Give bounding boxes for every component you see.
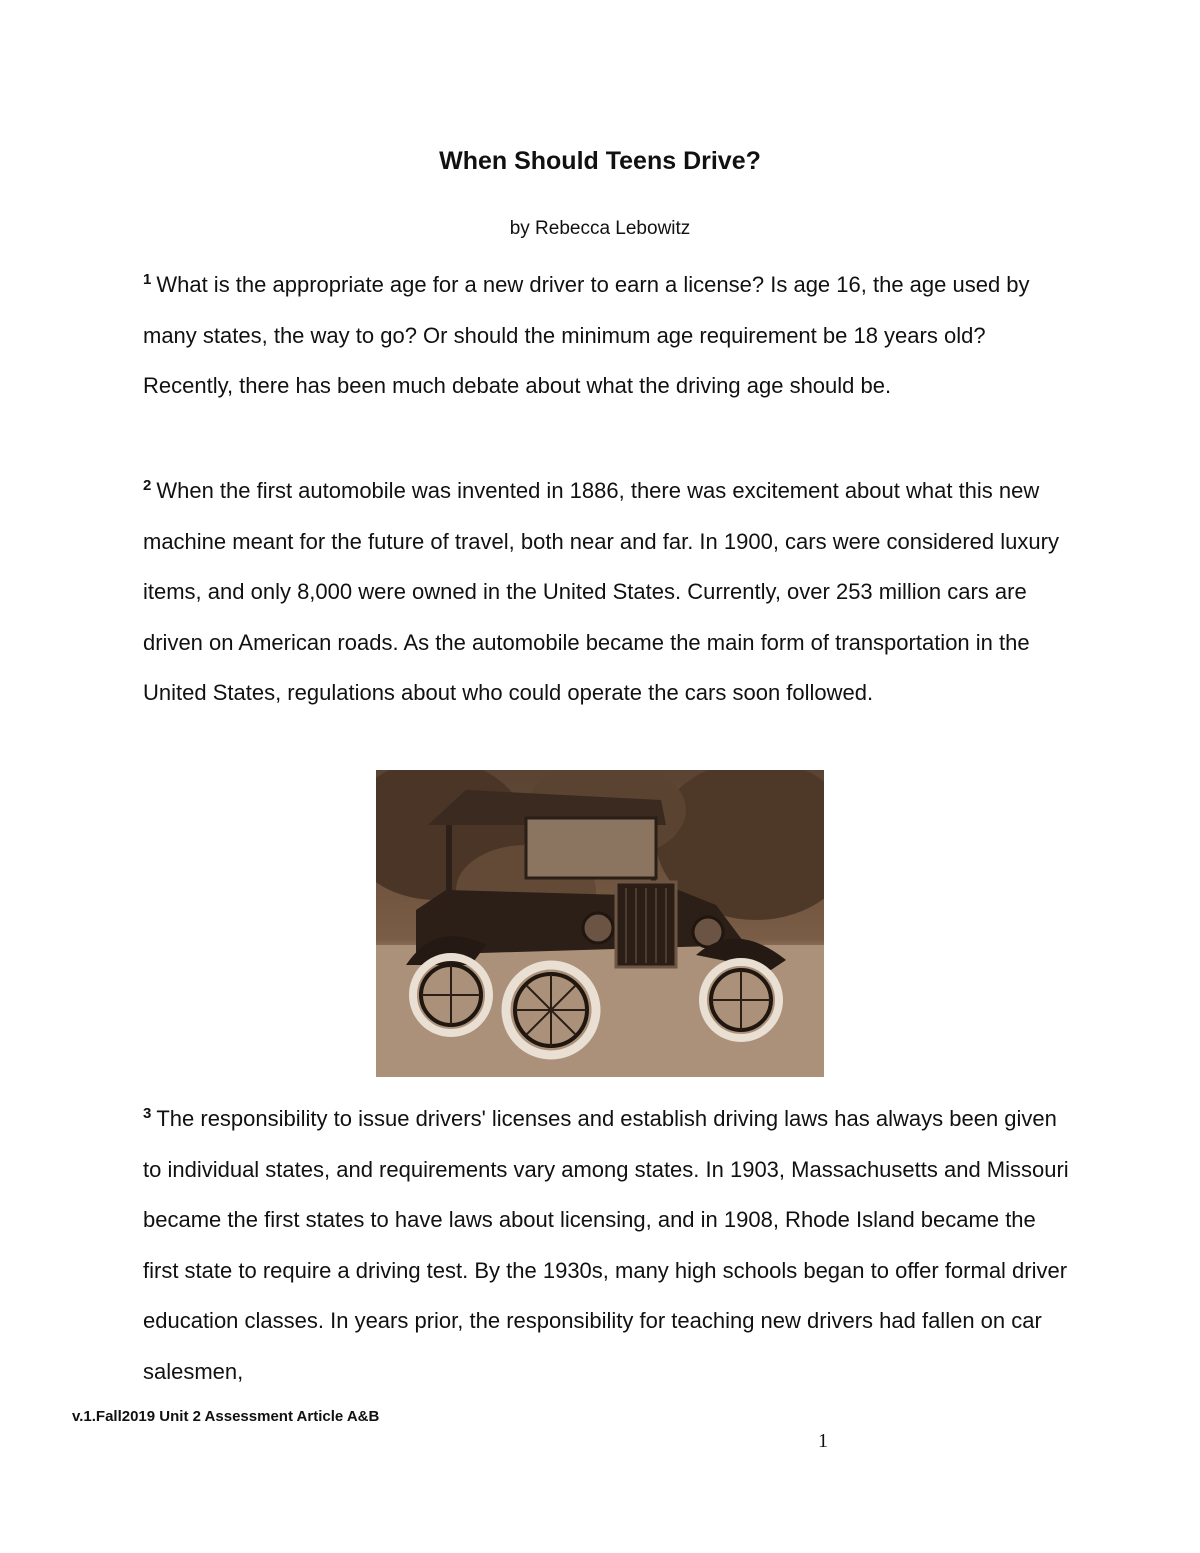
paragraph-number: 3	[143, 1105, 152, 1122]
vintage-car-photo	[376, 770, 824, 1077]
paragraph-2	[143, 461, 1073, 719]
paragraph-number: 1	[143, 271, 152, 288]
paragraph-text: The responsibility to issue drivers' licenses and establish driving laws has always been given to individual states, and requirements vary among states. In 1903, Massachusetts and Missouri became the first states to have laws about licensing, and in 1908, Rhode Island became the first state to require a driving test. By the 1930s, many high schools began to offer formal driver education classes. In years prior, the responsibility for teaching new drivers had fallen on car salesmen,	[143, 1106, 1069, 1384]
car-illustration	[376, 770, 824, 1077]
paragraph-1	[143, 255, 1073, 412]
paragraph-number: 2	[143, 477, 152, 494]
footer-version-label: v.1.Fall2019 Unit 2 Assessment Article A&B	[72, 1408, 380, 1425]
paragraph-text: When the first automobile was invented in 1886, there was excitement about what this new machine meant for the future of travel, both near and far. In 1900, cars were considered luxury items, and only 8,000 were owned in the United States. Currently, over 253 million cars are driven on American roads. As the automobile became the main form of transportation in the United States, regulations about who could operate the cars soon followed.	[143, 478, 1059, 706]
article-byline: by Rebecca Lebowitz	[509, 218, 691, 239]
paragraph-text: What is the appropriate age for a new driver to earn a license? Is age 16, the age used by many states, the way to go? Or should the minimum age requirement be 18 years old? Recently, there has been much debate about what the driving age should be.	[143, 272, 1030, 399]
article-title: When Should Teens Drive?	[439, 147, 761, 175]
page-number: 1	[818, 1430, 828, 1452]
paragraph-3	[143, 1089, 1073, 1398]
